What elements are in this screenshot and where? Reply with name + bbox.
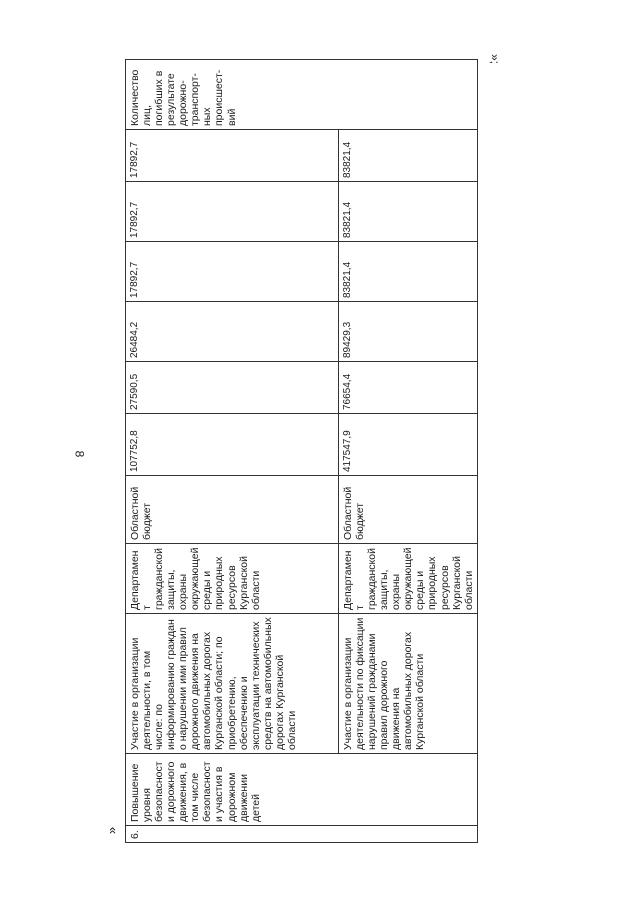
rotated-table-container <box>125 60 475 843</box>
executor-cell: Департамент гражданской защиты, охраны окружающей среды и природных ресурсов Курганской области <box>126 544 339 614</box>
activity-cell: Участие в организации деятельности, в том числе: по информированию граждан о нарушении ими правил дорожного движения на автомобильных дорогах Курганской области; по приобретению, обеспечению и эксплуатации технических средств на автомобильных дорогах Курганской области <box>126 614 339 754</box>
year-amount-cell: 89429,3 <box>339 302 478 362</box>
table-row <box>126 60 339 843</box>
total-amount-cell: 417547,9 <box>339 414 478 476</box>
year-amount-cell: 26484,2 <box>126 302 339 362</box>
year-amount-cell: 17892,7 <box>126 242 339 302</box>
funding-source-cell: Областной бюджет <box>339 476 478 544</box>
year-amount-cell: 76654,4 <box>339 362 478 414</box>
task-cell: Повышение уровня безопасности дорожного движения, в том числе безопасности участия в дорожном движении детей <box>126 754 478 826</box>
activity-cell: Участие в организации деятельности по фиксации нарушений гражданами правил дорожного движения на автомобильных дорогах Курганской области <box>339 614 478 754</box>
page-number: 8 <box>72 450 87 458</box>
year-amount-cell: 27590,5 <box>126 362 339 414</box>
program-activities-table <box>125 59 478 843</box>
indicator-cell: Количество лиц, погибших в результате дорожно-транспорт-ных происшест-вий <box>126 60 478 130</box>
funding-source-cell: Областной бюджет <box>126 476 339 544</box>
year-amount-cell: 17892,7 <box>126 130 339 182</box>
executor-cell: Департамент гражданской защиты, охраны окружающей среды и природных ресурсов Курганской области <box>339 544 478 614</box>
table-row <box>339 60 478 843</box>
year-amount-cell: 17892,7 <box>126 182 339 242</box>
total-amount-cell: 107752,8 <box>126 414 339 476</box>
year-amount-cell: 83821,4 <box>339 182 478 242</box>
year-amount-cell: 83821,4 <box>339 242 478 302</box>
opening-quote: « <box>106 826 122 835</box>
closing-quote: »; <box>488 53 503 65</box>
row-number-cell: 6. <box>126 826 478 843</box>
year-amount-cell: 83821,4 <box>339 130 478 182</box>
